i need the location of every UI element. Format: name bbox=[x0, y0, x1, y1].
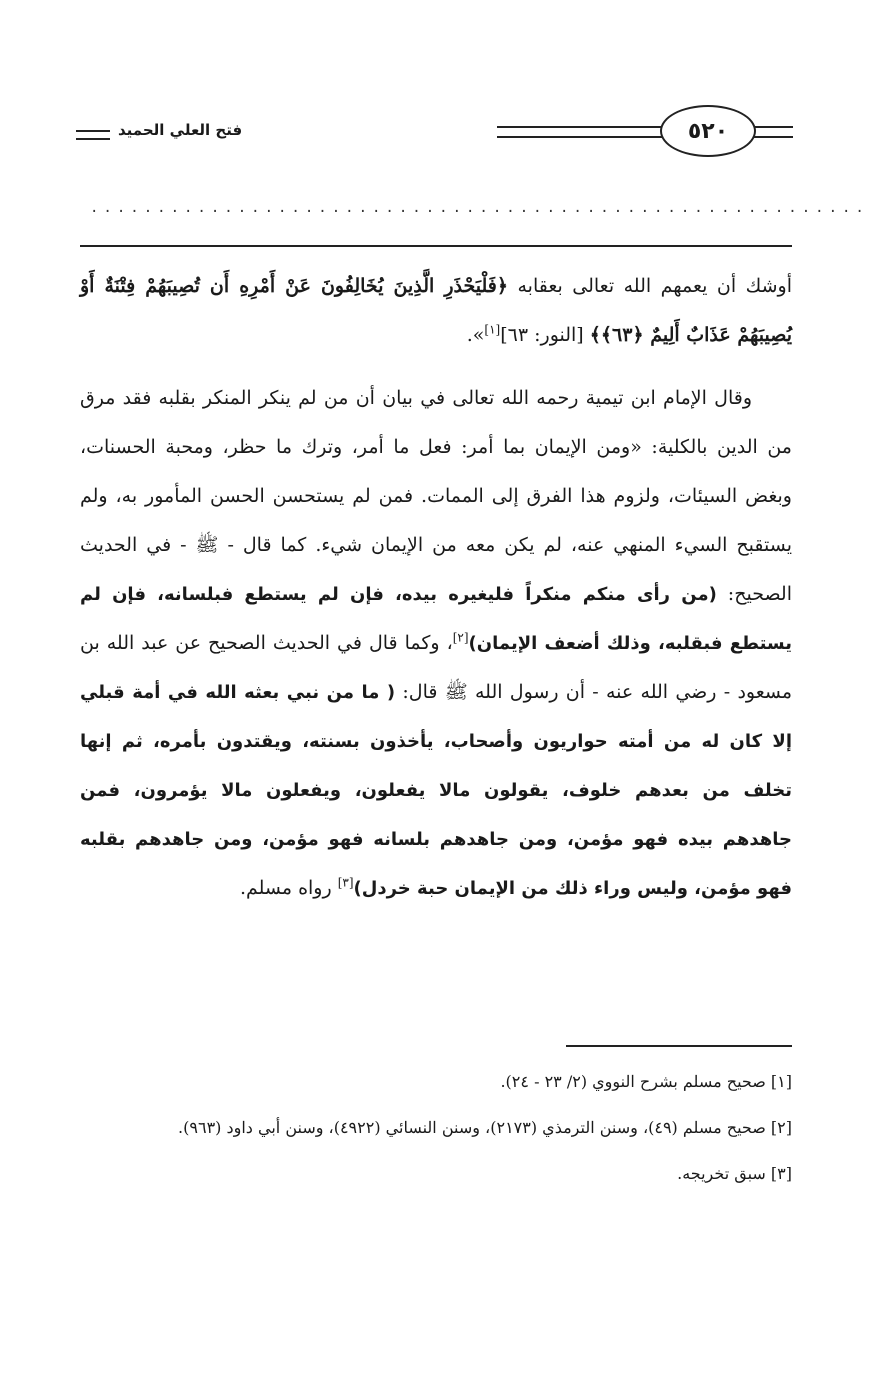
footnote-rule bbox=[566, 1045, 792, 1047]
footnote-1: [١] صحيح مسلم بشرح النووي (٢/ ٢٣ - ٢٤). bbox=[500, 1072, 792, 1091]
dotted-separator: .......................................................... bbox=[90, 200, 869, 216]
footnotes bbox=[80, 1062, 792, 1200]
paragraph-2: وقال الإمام ابن تيمية رحمه الله تعالى في بيان أن من لم ينكر المنكر بقلبه فقد مرق من الدين بالكلية: «ومن الإيمان بما أمر: فعل ما أمر، وترك ما حظر، ومحبة الحسنات، وبغض السيئات، ولزوم هذا الفرق إلى الممات. فمن لم يستحسن الحسن المأمور به، ولم يستقبح السيء المنهي عنه، لم يكن معه من الإيمان شيء. كما قال - ﷺ - في الحديث الصحيح: (من رأى منكم منكراً فليغيره بيده، فإن لم يستطع فبلسانه، فإن لم يستطع فبقلبه، وذلك أضعف الإيمان)[٢]، وكما قال في الحديث الصحيح عن عبد الله بن مسعود - رضي الله عنه - أن رسول الله ﷺ قال: ( ما من نبي بعثه الله في أمة قبلي إلا كان له من أمته حواريون وأصحاب، يأخذون بسنته، ويقتدون بأمره، ثم إنها تخلف من بعدهم خلوف، يقولون مالا يفعلون، ويفعلون مالا يؤمرون، فمن جاهدهم بيده فهو مؤمن، ومن جاهدهم بلسانه فهو مؤمن، ومن جاهدهم بقلبه فهو مؤمن، وليس وراء ذلك من الإيمان حبة خردل)[٣] رواه مسلم. bbox=[80, 387, 793, 899]
running-title: فتح العلي الحميد bbox=[118, 121, 243, 139]
quran-verse: ﴿فَلْيَحْذَرِ الَّذِينَ يُخَالِفُونَ عَنْ أَمْرِهِ أَن تُصِيبَهُمْ فِتْنَةٌ أَوْ يُصِيبَهُمْ عَذَابٌ أَلِيمٌ ﴿٦٣﴾﴾ bbox=[80, 275, 792, 346]
hadith-quote: (من رأى منكم منكراً فليغيره بيده، فإن لم يستطع فبلسانه، فإن لم يستطع فبقلبه، وذلك أضعف الإيمان) bbox=[80, 584, 792, 654]
footnote-marker: [١] bbox=[484, 322, 501, 337]
hadith-quote: ( ما من نبي بعثه الله في أمة قبلي إلا كان له من أمته حواريون وأصحاب، يأخذون بسنته، ويقتدون بأمره، ثم إنها تخلف من بعدهم خلوف، يقولون مالا يفعلون، ويفعلون مالا يؤمرون، فمن جاهدهم بيده فهو مؤمن، ومن جاهدهم بلسانه فهو مؤمن، ومن جاهدهم بقلبه فهو مؤمن، وليس وراء ذلك من الإيمان حبة خردل) bbox=[80, 682, 792, 899]
footnote-marker: [٢] bbox=[452, 630, 469, 645]
top-rule bbox=[80, 245, 792, 247]
body-text bbox=[80, 262, 792, 913]
footnote-2: [٢] صحيح مسلم (٤٩)، وسنن الترمذي (٢١٧٣)، وسنن النسائي (٤٩٢٢)، وسنن أبي داود (٩٦٣). bbox=[178, 1118, 792, 1137]
footnote-marker: [٣] bbox=[337, 875, 354, 890]
verse-reference: [النور: ٦٣] bbox=[500, 324, 590, 346]
paragraph-1: أوشك أن يعمهم الله تعالى بعقابه ﴿فَلْيَحْذَرِ الَّذِينَ يُخَالِفُونَ عَنْ أَمْرِهِ أَن تُصِيبَهُمْ فِتْنَةٌ أَوْ يُصِيبَهُمْ عَذَابٌ أَلِيمٌ ﴿٦٣﴾﴾ [النور: ٦٣][١]». bbox=[80, 275, 792, 346]
header-rule-left bbox=[76, 130, 110, 140]
page-number: ٥٢٠ bbox=[660, 105, 756, 157]
footnote-3: [٣] سبق تخريجه. bbox=[677, 1164, 792, 1183]
